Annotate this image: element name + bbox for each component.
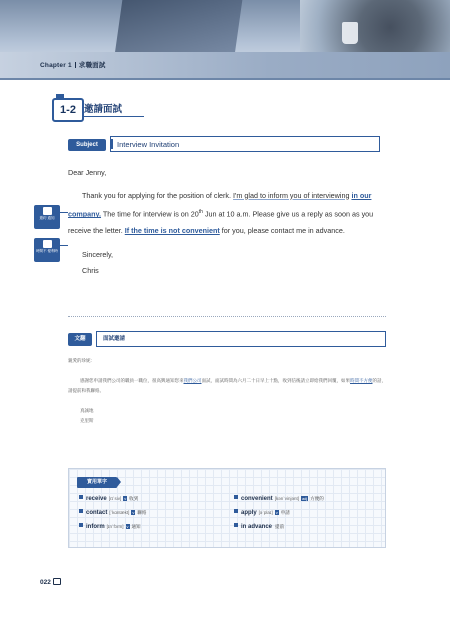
laptop-icon bbox=[53, 578, 61, 585]
chapter-label bbox=[40, 60, 106, 69]
vocab-item bbox=[79, 495, 138, 502]
vocab-ipa: [ˋkɑntækt] bbox=[109, 510, 130, 515]
translation-greeting: 親愛的珍妮： bbox=[68, 358, 95, 363]
bullet-icon bbox=[234, 523, 238, 527]
subject-tag: Subject bbox=[68, 139, 106, 151]
letter-closing-block bbox=[68, 247, 386, 279]
vocab-pos: v bbox=[132, 510, 135, 515]
header-banner bbox=[0, 0, 450, 78]
margin-note-label: 時間不 便利時 bbox=[36, 249, 58, 253]
header-rule bbox=[0, 78, 450, 80]
chapter-divider bbox=[75, 62, 76, 68]
vocab-word: convenient bbox=[241, 496, 273, 502]
letter-text: Jun at 10 a.m. Please give us a reply as soon as you receive the letter. bbox=[68, 209, 374, 235]
vocab-item bbox=[79, 509, 146, 516]
vocab-meaning: 提前 bbox=[275, 524, 285, 529]
vocabulary-box bbox=[68, 468, 386, 548]
letter-greeting: Dear Jenny, bbox=[68, 168, 107, 177]
vocabulary-tag: 實用單字 bbox=[77, 477, 117, 488]
translation-closing: 真誠地 bbox=[80, 408, 94, 413]
vocab-item bbox=[79, 523, 141, 530]
translation-body bbox=[68, 356, 386, 426]
letter-signature: Chris bbox=[82, 266, 99, 276]
vocab-meaning: 申請 bbox=[280, 510, 290, 515]
vocab-item bbox=[234, 495, 324, 502]
subject-box bbox=[110, 136, 380, 152]
vocab-pos: v bbox=[275, 510, 278, 515]
document-icon bbox=[43, 240, 52, 248]
vocab-pos: v bbox=[124, 496, 127, 501]
vocab-meaning: 收到 bbox=[129, 496, 139, 501]
vocab-meaning: 方便的 bbox=[310, 496, 324, 501]
translation-keyword: 時間不方便 bbox=[350, 378, 373, 383]
vocab-word: apply bbox=[241, 510, 257, 516]
vocab-ipa: [rɪˋsiv] bbox=[108, 496, 122, 501]
translation-keyword: 我們公司 bbox=[183, 378, 202, 383]
letter-text: for you, please contact me in advance. bbox=[219, 225, 345, 235]
translation-signature: 克里斯 bbox=[80, 418, 94, 423]
bullet-icon bbox=[234, 509, 238, 513]
vocab-ipa: [kənˋvinjənt] bbox=[274, 496, 299, 501]
vocab-pos: v bbox=[126, 524, 129, 529]
margin-note-connector bbox=[60, 245, 68, 246]
translation-tag: 文翻 bbox=[68, 333, 92, 346]
dotted-separator bbox=[68, 316, 386, 317]
bullet-icon bbox=[79, 495, 83, 499]
vocab-item bbox=[234, 509, 290, 516]
vocab-ipa: [əˋplaɪ] bbox=[258, 510, 273, 515]
vocab-item bbox=[234, 523, 284, 530]
letter-keyword-company: in our company. bbox=[68, 190, 372, 219]
vocab-word: contact bbox=[86, 510, 108, 516]
bullet-icon bbox=[79, 509, 83, 513]
bullet-icon bbox=[234, 495, 238, 499]
chapter-title: 求職面試 bbox=[78, 62, 106, 69]
subject-bar bbox=[111, 139, 113, 149]
date-ordinal: th bbox=[198, 209, 203, 215]
vocab-pos: adj bbox=[301, 496, 308, 501]
translation-text: 的話，請提前和我聯絡。 bbox=[68, 378, 386, 393]
page-number: 022 bbox=[40, 579, 51, 586]
section-title-rule bbox=[84, 116, 144, 117]
vocab-word: in advance bbox=[241, 524, 273, 530]
document-icon bbox=[43, 207, 52, 215]
margin-note-inform bbox=[34, 205, 60, 229]
subject-text: Interview Invitation bbox=[117, 140, 180, 149]
letter-highlight-inform: I'm glad to inform you of interviewing bbox=[233, 190, 350, 200]
letter-paragraph bbox=[68, 188, 386, 240]
section-title: 邀請面試 bbox=[84, 104, 123, 115]
letter-text: The time for interview is on 20 bbox=[101, 209, 199, 219]
letter-body bbox=[68, 165, 386, 279]
margin-note-connector bbox=[60, 212, 68, 213]
mug-photo bbox=[342, 22, 358, 44]
translation-title-box: 面試邀請 bbox=[96, 331, 386, 347]
vocab-meaning: 通知 bbox=[131, 524, 141, 529]
vocab-ipa: [ɪnˋfɔrm] bbox=[106, 524, 124, 529]
chapter-number: Chapter 1 bbox=[40, 62, 72, 69]
letter-closing: Sincerely, bbox=[82, 250, 114, 260]
translation-text: 面試，面試時間為六月二十日早上十點，收到信後請立即給我們回覆，如果 bbox=[201, 378, 350, 383]
translation-text: 感謝您申請我們公司的職員一職位，很高興通知您來 bbox=[80, 378, 184, 383]
vocab-word: inform bbox=[86, 524, 105, 530]
translation-closing-block bbox=[68, 406, 386, 426]
vocab-meaning: 聯絡 bbox=[137, 510, 147, 515]
vocab-word: receive bbox=[86, 496, 107, 502]
margin-note-inconvenient bbox=[34, 238, 60, 262]
letter-text: Thank you for applying for the position of clerk. bbox=[82, 190, 234, 200]
letter-keyword-not-convenient: If the time is not convenient bbox=[124, 225, 220, 235]
translation-paragraph bbox=[68, 376, 386, 396]
section-number-badge: 1-2 bbox=[52, 98, 84, 122]
bullet-icon bbox=[79, 523, 83, 527]
margin-note-label: 邀約 通知 bbox=[39, 216, 55, 220]
